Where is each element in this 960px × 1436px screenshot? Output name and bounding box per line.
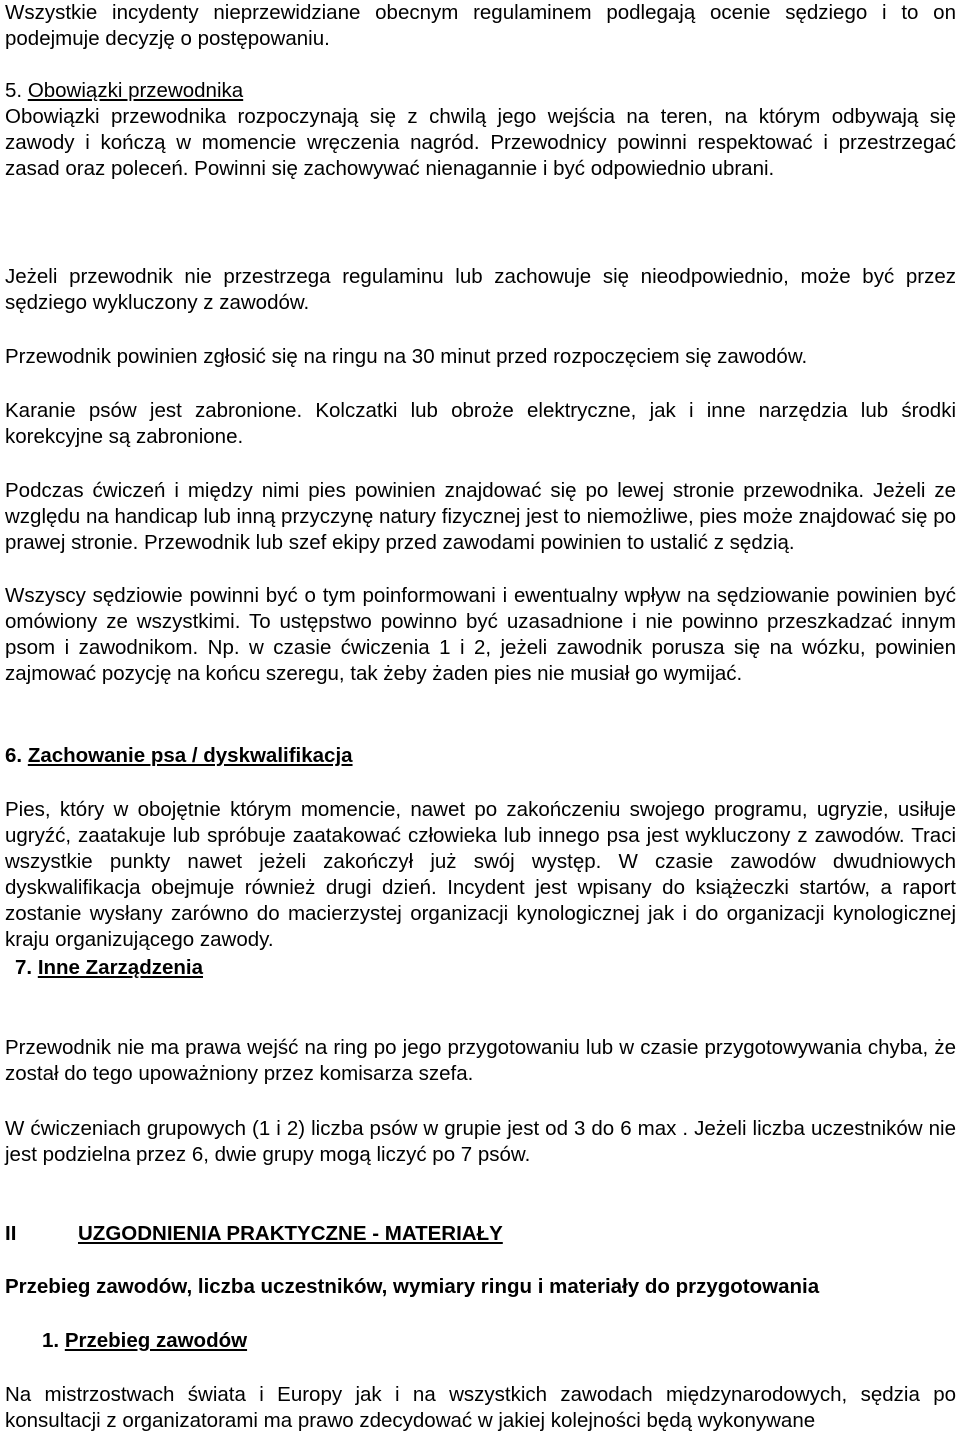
subsection-1-number: 1.	[42, 1329, 60, 1352]
section-5-paragraph-4: Karanie psów jest zabronione. Kolczatki lub obroże elektryczne, jak i inne narzędzia lub środki korekcyjne są zabronione.	[5, 399, 956, 448]
section-7-title: Inne Zarządzenia	[37, 956, 203, 979]
section-5-paragraph-2: Jeżeli przewodnik nie przestrzega regulaminu lub zachowuje się nieodpowiednio, może być przez sędziego wykluczony z zawodów.	[5, 265, 956, 314]
section-6-heading	[5, 743, 956, 769]
section-7-number: 7.	[15, 956, 33, 979]
section-5-heading	[5, 78, 956, 104]
section-5-paragraph-1: Obowiązki przewodnika rozpoczynają się z chwilą jego wejścia na teren, na którym odbywają się zawody i kończą w momencie wręczenia nagród. Przewodnicy powinni respektować i przestrzegać zasad oraz poleceń. Powinni się zachowywać nienagannie i być odpowiednio ubrani.	[5, 105, 956, 180]
section-7-paragraph-1: Przewodnik nie ma prawa wejść na ring po jego przygotowaniu lub w czasie przygotowywania chyba, że został do tego upoważniony przez komisarza szefa.	[5, 1036, 956, 1085]
part-2-heading	[5, 1221, 956, 1247]
subsection-1-heading	[42, 1328, 960, 1354]
section-6-title: Zachowanie psa / dyskwalifikacja	[27, 744, 353, 767]
section-5-paragraph-6: Wszyscy sędziowie powinni być o tym poinformowani i ewentualny wpływ na sędziowanie powinien być omówiony ze wszystkimi. To ustępstwo powinno być uzasadnione i nie powinno przeszkadzać innym psom i zawodnikom. Np. w czasie ćwiczenia 1 i 2, jeżeli zawodnik porusza się na wózku, powinien zajmować pozycję na końcu szeregu, tak żeby żaden pies nie musiał go wymijać.	[5, 584, 956, 685]
paragraph-incidents: Wszystkie incydenty nieprzewidziane obecnym regulaminem podlegają ocenie sędziego i to on podejmuje decyzję o postępowaniu.	[5, 1, 956, 50]
subsection-1-title: Przebieg zawodów	[64, 1329, 248, 1352]
section-6-paragraph-1: Pies, który w obojętnie którym momencie, nawet po zakończeniu swojego programu, ugryzie, usiłuje ugryźć, zaatakuje lub spróbuje zaatakować człowieka lub innego psa jest wykluczony z zawodów. Traci wszystkie punkty nawet jeżeli zakończył już swój występ. W czasie zawodów dwudniowych dyskwalifikacja obejmuje również drugi dzień. Incydent jest wpisany do książeczki startów, a raport zostanie wysłany zarówno do macierzystej organizacji kynologicznej jak i do organizacji kynologicznej kraju organizującego zawody.	[5, 798, 956, 951]
section-7-heading	[15, 955, 960, 981]
section-6-number: 6.	[5, 744, 23, 767]
subsection-1-paragraph-1: Na mistrzostwach świata i Europy jak i na wszystkich zawodach międzynarodowych, sędzia po konsultacji z organizatorami ma prawo zdecydować w jakiej kolejności będą wykonywane	[5, 1383, 956, 1432]
part-2-title: UZGODNIENIA PRAKTYCZNE - MATERIAŁY	[78, 1222, 503, 1245]
part-2-subtitle: Przebieg zawodów, liczba uczestników, wymiary ringu i materiały do przygotowania	[5, 1275, 820, 1298]
section-5-paragraph-5: Podczas ćwiczeń i między nimi pies powinien znajdować się po lewej stronie przewodnika. Jeżeli ze względu na handicap lub inną przyczynę natury fizycznej jest to niemożliwe, pies może znajdować się po prawej stronie. Przewodnik lub szef ekipy przed zawodami powinien to ustalić z sędzią.	[5, 479, 956, 554]
part-2-numeral: II	[5, 1222, 17, 1245]
section-7-paragraph-2: W ćwiczeniach grupowych (1 i 2) liczba psów w grupie jest od 3 do 6 max . Jeżeli liczba uczestników nie jest podzielna przez 6, dwie grupy mogą liczyć po 7 psów.	[5, 1117, 956, 1166]
section-5-number: 5.	[5, 79, 23, 102]
section-5-paragraph-3: Przewodnik powinien zgłosić się na ringu na 30 minut przed rozpoczęciem się zawodów.	[5, 345, 808, 368]
section-5-title: Obowiązki przewodnika	[27, 79, 244, 102]
